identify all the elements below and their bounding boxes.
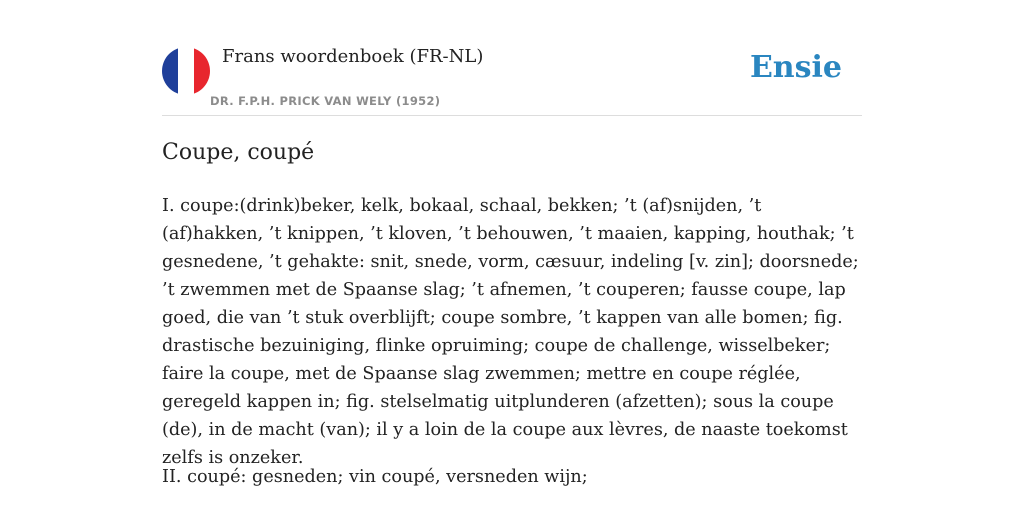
dictionary-author: DR. F.P.H. PRICK VAN WELY (1952): [210, 94, 441, 108]
ensie-logo-link[interactable]: Ensie: [749, 50, 842, 85]
flag-blue-stripe: [162, 47, 178, 95]
entry-title: Coupe, coupé: [162, 140, 315, 165]
definition-paragraph: I. coupe:(drink)beker, kelk, bokaal, schaal, bekken; ’t (af)snijden, ’t (af)hakken, ’t knippen, ’t kloven, ’t behouwen, ’t maaien, kapping, houthak; ’t gesnedene, ’t gehakte: snit, snede, vorm, cæsuur, indeling [v. zin]; doorsnede; ’t zwemmen met de Spaanse slag; ’t afnemen, ’t couperen; fausse coupe, lap goed, die van ’t stuk overblijft; coupe sombre, ’t kappen van alle bomen; fig. drastische bezuiniging, flinke opruiming; coupe de challenge, wisselbeker; faire la coupe, met de Spaanse slag zwemmen; mettre en coupe réglée, geregeld kappen in; fig. stelselmatig uitplunderen (afzetten); sous la coupe (de), in de macht (van); il y a loin de la coupe aux lèvres, de naaste toekomst zelfs is onzeker.: [162, 196, 859, 468]
flag-white-stripe: [178, 47, 194, 95]
page-container: [162, 0, 862, 487]
dictionary-header: [162, 0, 862, 116]
french-flag-icon: [162, 47, 210, 95]
flag-red-stripe: [194, 47, 210, 95]
dictionary-title-link[interactable]: Frans woordenboek (FR-NL): [222, 46, 484, 67]
definition-paragraph: II. coupé: gesneden; vin coupé, versneden wijn;: [162, 467, 588, 487]
